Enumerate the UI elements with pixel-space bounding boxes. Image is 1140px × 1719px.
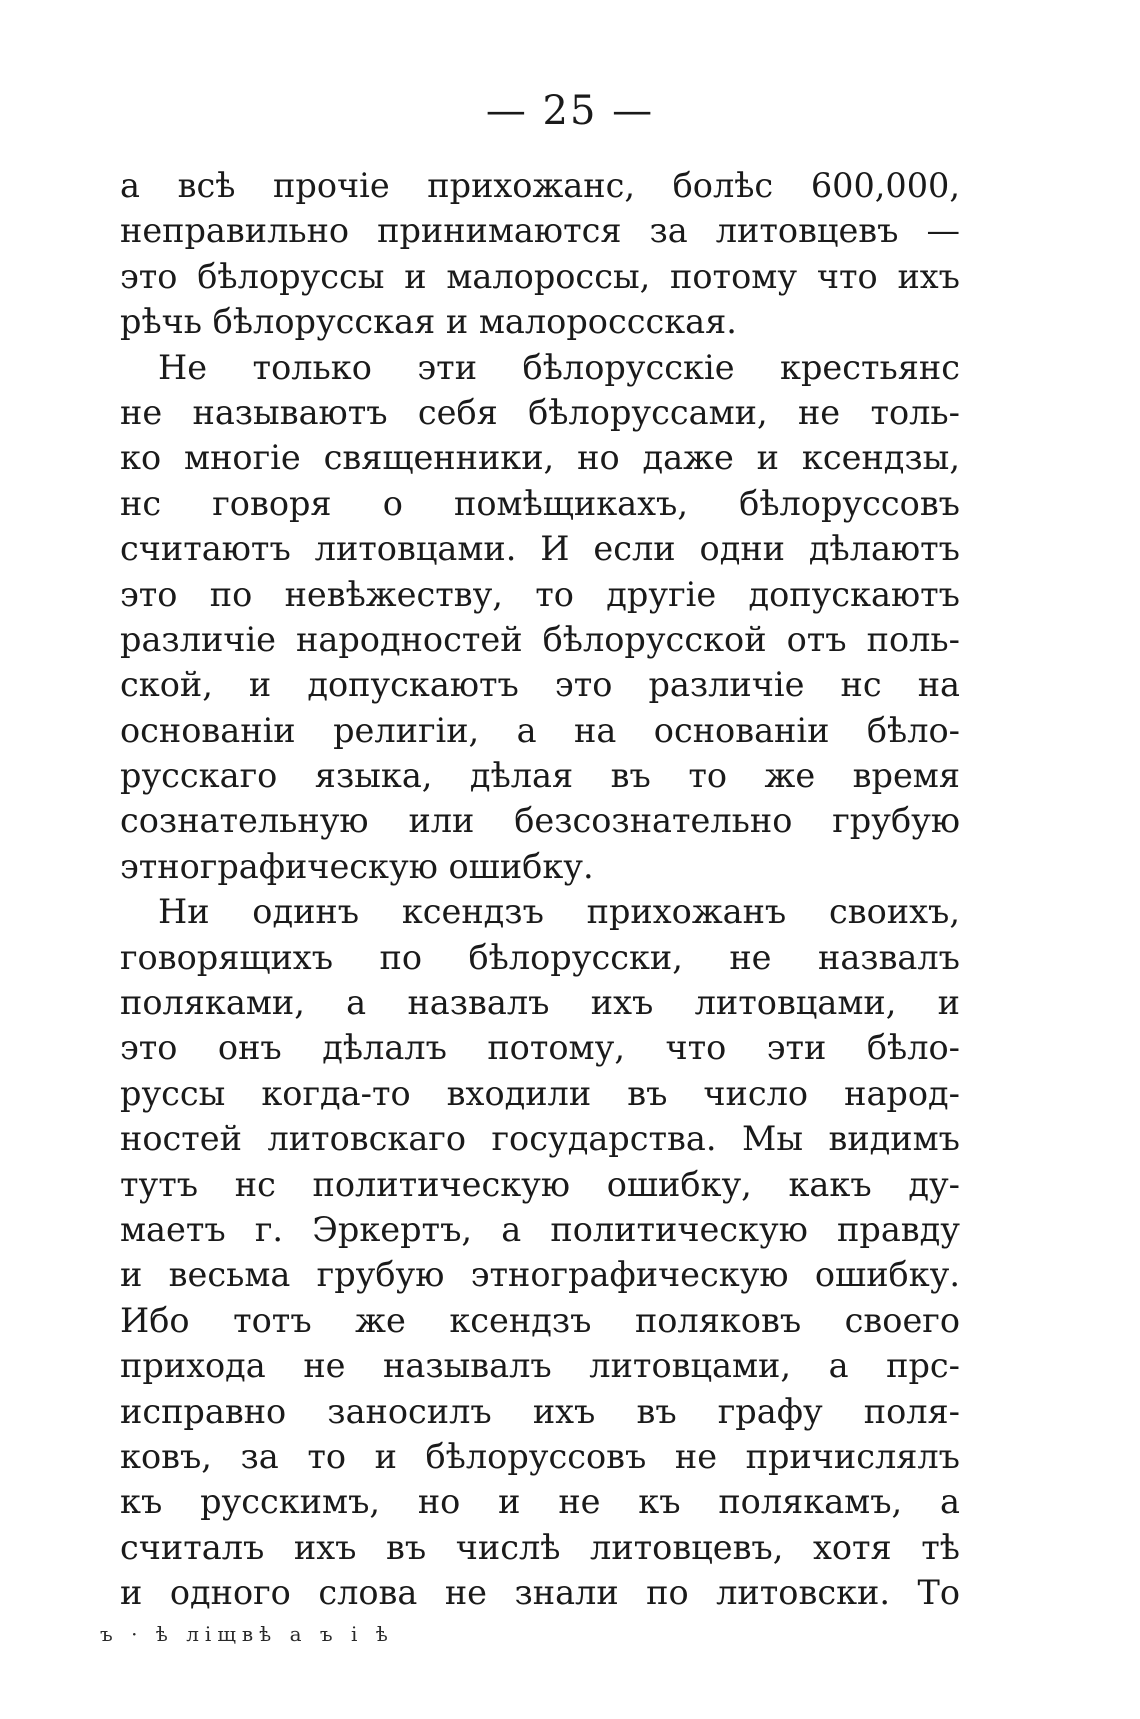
text-line: не называютъ себя бѣлоруссами, не толь-: [120, 392, 960, 432]
text-line: и одного слова не знали по литовски. То: [120, 1573, 960, 1613]
text-line: основаніи религіи, а на основаніи бѣло-: [120, 710, 960, 750]
page-number: — 25 —: [485, 88, 655, 134]
text-line: исправно заносилъ ихъ въ графу поля-: [120, 1391, 960, 1431]
text-line: маетъ г. Эркертъ, а политическую правду: [120, 1209, 960, 1249]
text-line: русскаго языка, дѣлая въ то же время: [120, 756, 960, 796]
text-line: и весьма грубую этнографическую ошибку.: [120, 1255, 960, 1295]
text-line: поляками, а назвалъ ихъ литовцами, и: [120, 983, 960, 1023]
catchword-fragment: ъ · ѣ ліщвѣ а ъ і ѣ: [100, 1622, 394, 1646]
text-line: ностей литовскаго государства. Мы видимъ: [120, 1119, 960, 1159]
text-line: рѣчь бѣлорусская и малороссская.: [120, 302, 737, 342]
text-line: руссы когда-то входили въ число народ-: [120, 1073, 960, 1113]
text-line: неправильно принимаются за литовцевъ —: [120, 211, 960, 251]
text-line: Ибо тотъ же ксендзъ поляковъ своего: [120, 1300, 960, 1340]
text-line: считаютъ литовцами. И если одни дѣлаютъ: [120, 529, 960, 569]
text-line: къ русскимъ, но и не къ полякамъ, а: [120, 1482, 960, 1522]
text-line: это бѣлоруссы и малороссы, потому что ихъ: [120, 256, 960, 296]
text-line: считалъ ихъ въ числѣ литовцевъ, хотя тѣ: [120, 1527, 960, 1567]
text-line: тутъ нс политическую ошибку, какъ ду-: [120, 1164, 960, 1204]
text-line: этнографическую ошибку.: [120, 846, 594, 886]
text-line: различіе народностей бѣлорусской отъ поль-: [120, 619, 960, 659]
text-line: говорящихъ по бѣлорусски, не назвалъ: [120, 937, 960, 977]
text-line: а всѣ прочіе прихожанс, болѣс 600,000,: [120, 166, 960, 205]
text-line: это онъ дѣлалъ потому, что эти бѣло-: [120, 1028, 960, 1068]
text-line: прихода не называлъ литовцами, а прс-: [120, 1346, 960, 1386]
paragraph-start-line: Не только эти бѣлорусскіе крестьянс: [158, 347, 960, 387]
text-line: ской, и допускаютъ это различіе нс на: [120, 665, 960, 705]
body-text: [120, 163, 960, 1616]
paragraph-start-line: Ни одинъ ксендзъ прихожанъ своихъ,: [158, 892, 960, 932]
text-line: сознательную или безсознательно грубую: [120, 801, 960, 841]
text-line: нс говоря о помѣщикахъ, бѣлоруссовъ: [120, 483, 960, 523]
text-line: ко многіе священники, но даже и ксендзы,: [120, 438, 960, 478]
text-line: ковъ, за то и бѣлоруссовъ не причислялъ: [120, 1436, 960, 1476]
text-line: это по невѣжеству, то другіе допускаютъ: [120, 574, 960, 614]
